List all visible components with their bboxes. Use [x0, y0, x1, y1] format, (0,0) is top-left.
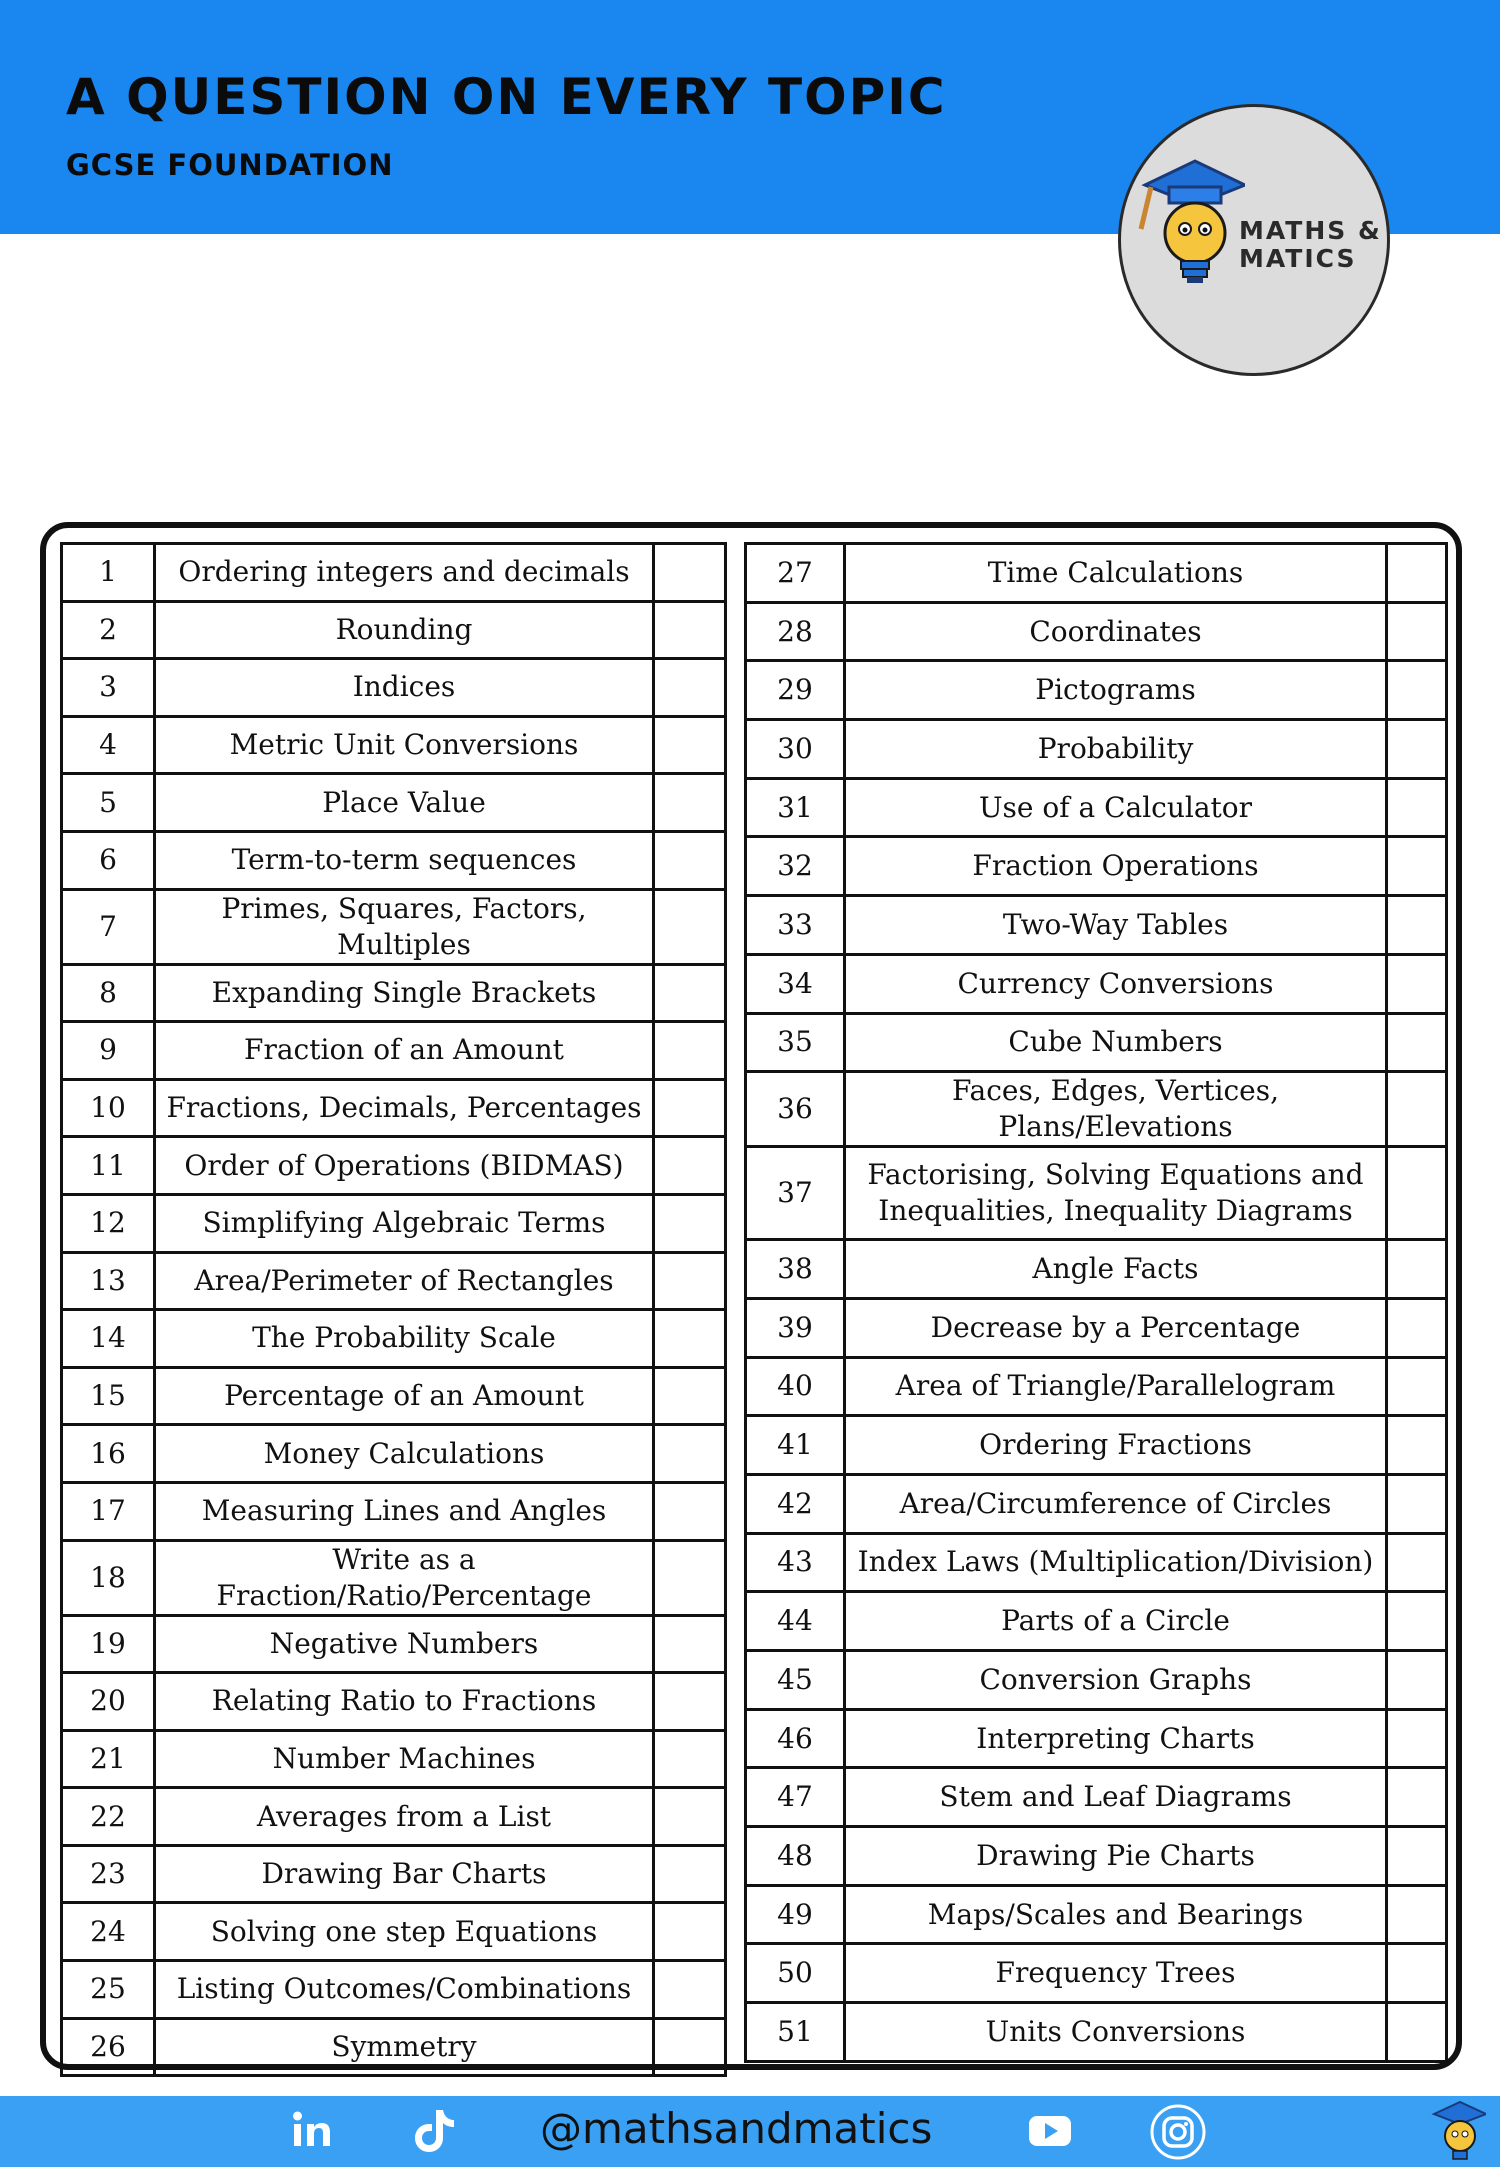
- youtube-icon[interactable]: [1028, 2115, 1072, 2147]
- topic-number: 49: [746, 1885, 845, 1944]
- topic-name: Fraction of an Amount: [155, 1022, 654, 1080]
- topic-name: Relating Ratio to Fractions: [155, 1673, 654, 1731]
- topic-number: 37: [746, 1147, 845, 1240]
- topic-number: 30: [746, 720, 845, 779]
- topic-name: Units Conversions: [845, 2003, 1387, 2062]
- topic-number: 20: [62, 1673, 155, 1731]
- topic-number: 23: [62, 1845, 155, 1903]
- topic-name: Ordering Fractions: [845, 1416, 1387, 1475]
- topic-name: Averages from a List: [155, 1788, 654, 1846]
- topic-name: Maps/Scales and Bearings: [845, 1885, 1387, 1944]
- topic-checkbox[interactable]: [654, 1788, 726, 1846]
- topic-name: The Probability Scale: [155, 1310, 654, 1368]
- topic-checkbox[interactable]: [1387, 1533, 1447, 1592]
- topic-number: 34: [746, 954, 845, 1013]
- topic-name: Percentage of an Amount: [155, 1367, 654, 1425]
- topic-checkbox[interactable]: [1387, 778, 1447, 837]
- topic-number: 13: [62, 1252, 155, 1310]
- topic-number: 14: [62, 1310, 155, 1368]
- topic-name: Frequency Trees: [845, 1944, 1387, 2003]
- topic-row: [746, 1592, 1447, 1651]
- topic-row: [746, 602, 1447, 661]
- topic-checkbox[interactable]: [654, 774, 726, 832]
- topic-name: Listing Outcomes/Combinations: [155, 1961, 654, 2019]
- topic-checkbox[interactable]: [654, 1615, 726, 1673]
- topic-checkbox[interactable]: [1387, 896, 1447, 955]
- topic-name: Solving one step Equations: [155, 1903, 654, 1961]
- topic-checkbox[interactable]: [1387, 1768, 1447, 1827]
- topic-row: [62, 2018, 726, 2076]
- topic-number: 38: [746, 1240, 845, 1299]
- topic-checkbox[interactable]: [1387, 1709, 1447, 1768]
- topic-checkbox[interactable]: [1387, 1147, 1447, 1240]
- topic-number: 47: [746, 1768, 845, 1827]
- topic-row: [62, 1540, 726, 1615]
- topic-number: 10: [62, 1079, 155, 1137]
- topic-checkbox[interactable]: [654, 716, 726, 774]
- topic-number: 27: [746, 544, 845, 603]
- topic-name: Index Laws (Multiplication/Division): [845, 1533, 1387, 1592]
- topic-number: 4: [62, 716, 155, 774]
- topic-name: Probability: [845, 720, 1387, 779]
- topic-checkbox[interactable]: [654, 2018, 726, 2076]
- topic-name: Two-Way Tables: [845, 896, 1387, 955]
- topic-row: [62, 1788, 726, 1846]
- topic-checkbox[interactable]: [1387, 1357, 1447, 1416]
- topic-name: Stem and Leaf Diagrams: [845, 1768, 1387, 1827]
- topic-row: [62, 716, 726, 774]
- topic-number: 11: [62, 1137, 155, 1195]
- topic-checkbox[interactable]: [654, 1079, 726, 1137]
- topics-table-left: [60, 542, 727, 2077]
- topic-number: 5: [62, 774, 155, 832]
- brand-logo: [1118, 104, 1390, 376]
- topic-row: [62, 831, 726, 889]
- topic-row: [62, 1137, 726, 1195]
- topic-checkbox[interactable]: [654, 659, 726, 717]
- logo-text: MATHS & MATICS: [1239, 216, 1382, 273]
- topic-number: 33: [746, 896, 845, 955]
- topic-checkbox[interactable]: [654, 1482, 726, 1540]
- topic-name: Use of a Calculator: [845, 778, 1387, 837]
- topic-row: [746, 837, 1447, 896]
- topic-row: [62, 1482, 726, 1540]
- topic-row: [62, 1252, 726, 1310]
- topic-checkbox[interactable]: [654, 1540, 726, 1615]
- topic-checkbox[interactable]: [654, 889, 726, 964]
- topic-checkbox[interactable]: [1387, 1240, 1447, 1299]
- topic-number: 21: [62, 1730, 155, 1788]
- topic-checkbox[interactable]: [1387, 1416, 1447, 1475]
- topic-name: Interpreting Charts: [845, 1709, 1387, 1768]
- topic-name: Time Calculations: [845, 544, 1387, 603]
- topic-name: Area/Circumference of Circles: [845, 1474, 1387, 1533]
- topic-checkbox[interactable]: [1387, 544, 1447, 603]
- topic-number: 16: [62, 1425, 155, 1483]
- topic-number: 2: [62, 601, 155, 659]
- topic-name: Ordering integers and decimals: [155, 544, 654, 602]
- topic-row: [746, 1944, 1447, 2003]
- topic-checkbox[interactable]: [654, 1022, 726, 1080]
- lightbulb-graduate-icon: [1135, 147, 1245, 297]
- topic-checkbox[interactable]: [1387, 1072, 1447, 1147]
- page-subtitle: GCSE FOUNDATION: [66, 148, 394, 182]
- topic-row: [62, 1367, 726, 1425]
- topic-row: [746, 1474, 1447, 1533]
- topic-number: 45: [746, 1651, 845, 1710]
- topic-row: [62, 1673, 726, 1731]
- topic-name: Coordinates: [845, 602, 1387, 661]
- topic-row: [746, 896, 1447, 955]
- topic-row: [746, 1768, 1447, 1827]
- topic-checkbox[interactable]: [654, 1310, 726, 1368]
- topic-name: Metric Unit Conversions: [155, 716, 654, 774]
- topic-number: 42: [746, 1474, 845, 1533]
- topic-row: [746, 1072, 1447, 1147]
- topic-name: Factorising, Solving Equations and Inequalities, Inequality Diagrams: [845, 1147, 1387, 1240]
- topic-row: [62, 1022, 726, 1080]
- topic-row: [746, 954, 1447, 1013]
- topic-checkbox[interactable]: [1387, 2003, 1447, 2062]
- topic-checkbox[interactable]: [1387, 1944, 1447, 2003]
- topic-row: [746, 1147, 1447, 1240]
- topic-checkbox[interactable]: [1387, 1013, 1447, 1072]
- topic-number: 43: [746, 1533, 845, 1592]
- topic-row: [746, 1651, 1447, 1710]
- topic-checkbox[interactable]: [1387, 954, 1447, 1013]
- topic-checkbox[interactable]: [1387, 720, 1447, 779]
- topic-number: 6: [62, 831, 155, 889]
- topic-row: [62, 1845, 726, 1903]
- topic-name: Measuring Lines and Angles: [155, 1482, 654, 1540]
- topic-checkbox[interactable]: [654, 1961, 726, 2019]
- mascot-icon: [1430, 2098, 1486, 2162]
- topic-name: Area of Triangle/Parallelogram: [845, 1357, 1387, 1416]
- topic-checkbox[interactable]: [1387, 661, 1447, 720]
- topic-row: [62, 1903, 726, 1961]
- topic-number: 19: [62, 1615, 155, 1673]
- topic-name: Term-to-term sequences: [155, 831, 654, 889]
- topic-number: 41: [746, 1416, 845, 1475]
- topic-number: 51: [746, 2003, 845, 2062]
- topic-row: [746, 1416, 1447, 1475]
- social-handle[interactable]: @mathsandmatics: [540, 2104, 933, 2153]
- linkedin-icon[interactable]: [290, 2108, 334, 2152]
- topic-row: [746, 661, 1447, 720]
- topic-number: 9: [62, 1022, 155, 1080]
- topic-number: 12: [62, 1194, 155, 1252]
- topic-number: 46: [746, 1709, 845, 1768]
- topic-number: 8: [62, 964, 155, 1022]
- topic-row: [746, 1827, 1447, 1886]
- topic-name: Conversion Graphs: [845, 1651, 1387, 1710]
- topic-checkbox[interactable]: [654, 831, 726, 889]
- topic-name: Money Calculations: [155, 1425, 654, 1483]
- page-title: A QUESTION ON EVERY TOPIC: [66, 68, 947, 126]
- topic-name: Parts of a Circle: [845, 1592, 1387, 1651]
- topic-name: Order of Operations (BIDMAS): [155, 1137, 654, 1195]
- topic-checkbox[interactable]: [654, 544, 726, 602]
- topic-number: 3: [62, 659, 155, 717]
- topic-name: Write as a Fraction/Ratio/Percentage: [155, 1540, 654, 1615]
- topic-name: Area/Perimeter of Rectangles: [155, 1252, 654, 1310]
- topic-number: 26: [62, 2018, 155, 2076]
- topic-number: 39: [746, 1298, 845, 1357]
- topic-row: [62, 1961, 726, 2019]
- topic-row: [746, 1885, 1447, 1944]
- topic-name: Simplifying Algebraic Terms: [155, 1194, 654, 1252]
- topic-number: 48: [746, 1827, 845, 1886]
- topic-checkbox[interactable]: [1387, 1885, 1447, 1944]
- topic-name: Expanding Single Brackets: [155, 964, 654, 1022]
- topic-checkbox[interactable]: [654, 1425, 726, 1483]
- topic-row: [746, 1240, 1447, 1299]
- topic-name: Negative Numbers: [155, 1615, 654, 1673]
- topic-checkbox[interactable]: [1387, 1651, 1447, 1710]
- topic-number: 7: [62, 889, 155, 964]
- topic-checkbox[interactable]: [654, 601, 726, 659]
- topic-number: 25: [62, 1961, 155, 2019]
- topic-number: 17: [62, 1482, 155, 1540]
- topic-name: Fraction Operations: [845, 837, 1387, 896]
- topic-checkbox[interactable]: [1387, 837, 1447, 896]
- topic-row: [62, 544, 726, 602]
- topic-checkbox[interactable]: [654, 1194, 726, 1252]
- topic-number: 28: [746, 602, 845, 661]
- topic-row: [62, 1425, 726, 1483]
- topic-number: 36: [746, 1072, 845, 1147]
- topic-row: [62, 774, 726, 832]
- topic-row: [746, 544, 1447, 603]
- topic-checkbox[interactable]: [654, 1730, 726, 1788]
- topic-number: 50: [746, 1944, 845, 2003]
- topic-checkbox[interactable]: [1387, 602, 1447, 661]
- tiktok-icon[interactable]: [412, 2108, 456, 2154]
- topic-name: Rounding: [155, 601, 654, 659]
- topic-checkbox[interactable]: [1387, 1474, 1447, 1533]
- topic-number: 35: [746, 1013, 845, 1072]
- instagram-icon[interactable]: [1150, 2104, 1206, 2160]
- topic-row: [746, 1298, 1447, 1357]
- topic-checkbox[interactable]: [654, 1367, 726, 1425]
- topic-number: 31: [746, 778, 845, 837]
- topic-checkbox[interactable]: [654, 964, 726, 1022]
- topic-name: Indices: [155, 659, 654, 717]
- topic-checkbox[interactable]: [1387, 1827, 1447, 1886]
- topic-checkbox[interactable]: [654, 1673, 726, 1731]
- topic-row: [746, 720, 1447, 779]
- topic-name: Currency Conversions: [845, 954, 1387, 1013]
- topic-row: [62, 1310, 726, 1368]
- topic-row: [62, 1079, 726, 1137]
- topic-row: [62, 1615, 726, 1673]
- topic-name: Drawing Bar Charts: [155, 1845, 654, 1903]
- topic-checkbox[interactable]: [654, 1137, 726, 1195]
- topic-number: 40: [746, 1357, 845, 1416]
- topic-name: Drawing Pie Charts: [845, 1827, 1387, 1886]
- topic-row: [62, 1194, 726, 1252]
- topic-row: [746, 1533, 1447, 1592]
- topic-number: 44: [746, 1592, 845, 1651]
- topic-row: [746, 1357, 1447, 1416]
- topic-number: 22: [62, 1788, 155, 1846]
- topic-number: 15: [62, 1367, 155, 1425]
- topic-name: Fractions, Decimals, Percentages: [155, 1079, 654, 1137]
- topic-name: Faces, Edges, Vertices, Plans/Elevations: [845, 1072, 1387, 1147]
- topic-number: 1: [62, 544, 155, 602]
- topic-checkbox[interactable]: [654, 1903, 726, 1961]
- topic-checkbox[interactable]: [1387, 1298, 1447, 1357]
- topic-checkbox[interactable]: [654, 1252, 726, 1310]
- topic-row: [746, 1013, 1447, 1072]
- topic-name: Place Value: [155, 774, 654, 832]
- topic-number: 29: [746, 661, 845, 720]
- topic-number: 18: [62, 1540, 155, 1615]
- topic-row: [746, 1709, 1447, 1768]
- topic-number: 24: [62, 1903, 155, 1961]
- topic-row: [746, 778, 1447, 837]
- topic-name: Decrease by a Percentage: [845, 1298, 1387, 1357]
- topic-row: [746, 2003, 1447, 2062]
- topic-row: [62, 889, 726, 964]
- topic-checkbox[interactable]: [654, 1845, 726, 1903]
- topic-checkbox[interactable]: [1387, 1592, 1447, 1651]
- topic-name: Symmetry: [155, 2018, 654, 2076]
- topic-name: Number Machines: [155, 1730, 654, 1788]
- topic-name: Pictograms: [845, 661, 1387, 720]
- topic-row: [62, 964, 726, 1022]
- topics-table-right: [744, 542, 1448, 2063]
- topic-name: Cube Numbers: [845, 1013, 1387, 1072]
- topic-row: [62, 659, 726, 717]
- topic-name: Primes, Squares, Factors, Multiples: [155, 889, 654, 964]
- topic-row: [62, 1730, 726, 1788]
- topic-number: 32: [746, 837, 845, 896]
- topic-name: Angle Facts: [845, 1240, 1387, 1299]
- topic-row: [62, 601, 726, 659]
